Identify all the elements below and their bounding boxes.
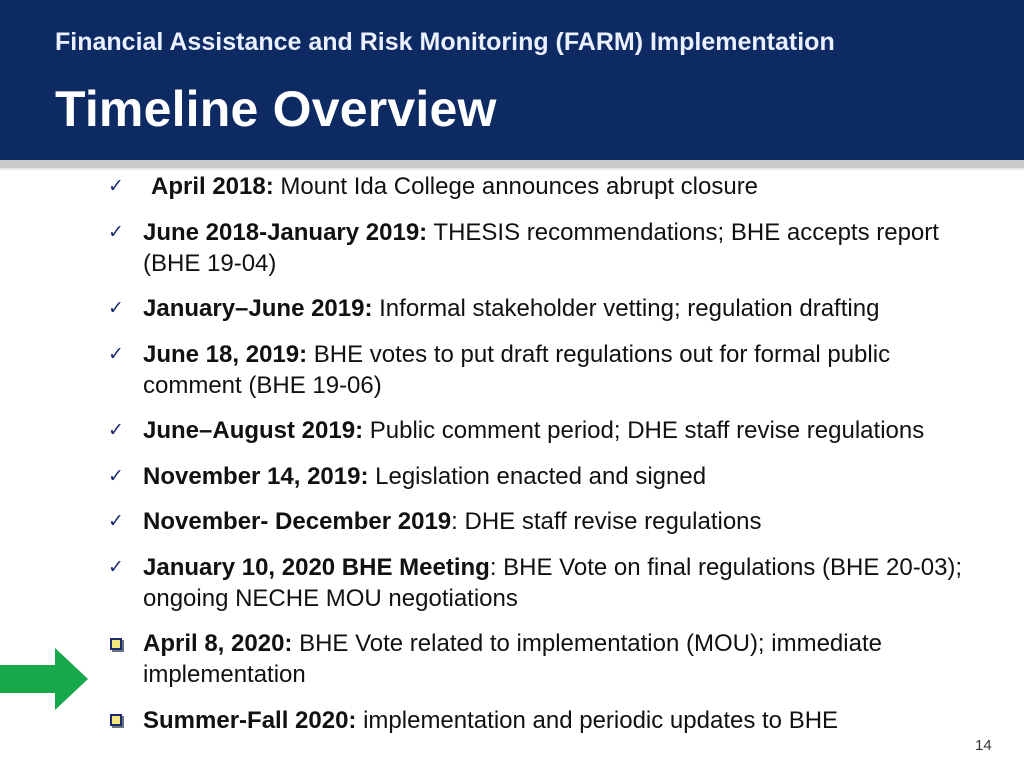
timeline-item-november-14-2019 bbox=[104, 461, 979, 492]
timeline-description: Mount Ida College announces abrupt closure bbox=[273, 173, 759, 200]
timeline-date: November 14, 2019: bbox=[143, 462, 369, 490]
timeline-date: April 8, 2020: bbox=[143, 630, 293, 657]
timeline-date: June 18, 2019: bbox=[143, 340, 308, 368]
timeline-date: Summer-Fall 2020: bbox=[143, 706, 357, 734]
checkmark-icon: ✓ bbox=[108, 419, 124, 441]
timeline-item-april-8-2020 bbox=[104, 628, 979, 690]
checkmark-icon: ✓ bbox=[108, 297, 124, 319]
checkbox-icon bbox=[104, 628, 128, 659]
timeline-date: January 10, 2020 BHE Meeting bbox=[143, 553, 490, 581]
timeline-item-june-august-2019 bbox=[104, 415, 979, 446]
timeline-date: November- December 2019 bbox=[143, 508, 452, 535]
timeline-description: : BHE Vote on final regulations (BHE 20-03); ongoing NECHE MOU negotiations bbox=[143, 553, 963, 612]
timeline-item-june-2018-january-2019 bbox=[104, 217, 979, 279]
timeline-item-summer-fall-2020 bbox=[104, 705, 979, 736]
header-subtitle: Financial Assistance and Risk Monitoring (FARM) Implementation bbox=[55, 28, 835, 56]
timeline-description: Public comment period; DHE staff revise regulations bbox=[363, 417, 925, 444]
timeline-date: January–June 2019: bbox=[143, 295, 373, 322]
timeline-item-june-18-2019 bbox=[104, 339, 979, 401]
timeline-list bbox=[104, 171, 979, 750]
checkbox-icon bbox=[104, 705, 128, 736]
timeline-description: implementation and periodic updates to BHE bbox=[356, 706, 839, 734]
timeline-date: April 2018: bbox=[151, 173, 274, 200]
timeline-item-january-10-2020 bbox=[104, 552, 979, 614]
timeline-item-april-2018 bbox=[104, 171, 979, 202]
checkmark-icon: ✓ bbox=[108, 342, 124, 365]
timeline-date: June 2018-January 2019: bbox=[143, 218, 428, 246]
slide-header bbox=[0, 0, 1024, 160]
checkmark-icon: ✓ bbox=[108, 464, 124, 487]
timeline-description: Informal stakeholder vetting; regulation drafting bbox=[372, 295, 880, 322]
checkmark-icon: ✓ bbox=[108, 220, 124, 243]
timeline-description: THESIS recommendations; BHE accepts report (BHE 19-04) bbox=[143, 218, 939, 277]
timeline-item-november-december-2019 bbox=[104, 506, 979, 537]
header-divider bbox=[0, 160, 1024, 168]
page-title: Timeline Overview bbox=[55, 81, 497, 137]
checkmark-icon: ✓ bbox=[108, 510, 124, 532]
timeline-description: Legislation enacted and signed bbox=[368, 462, 707, 490]
right-arrow-shape bbox=[0, 648, 88, 710]
page-number: 14 bbox=[975, 737, 992, 754]
checkmark-icon: ✓ bbox=[108, 555, 124, 578]
right-arrow-icon bbox=[0, 648, 88, 710]
timeline-item-january-june-2019 bbox=[104, 293, 979, 324]
checkmark-icon: ✓ bbox=[108, 175, 124, 197]
timeline-description: BHE Vote related to implementation (MOU); immediate implementation bbox=[143, 630, 882, 688]
timeline-date: June–August 2019: bbox=[143, 417, 364, 444]
timeline-description: BHE votes to put draft regulations out for formal public comment (BHE 19-06) bbox=[143, 340, 891, 399]
timeline-description: : DHE staff revise regulations bbox=[451, 508, 762, 535]
